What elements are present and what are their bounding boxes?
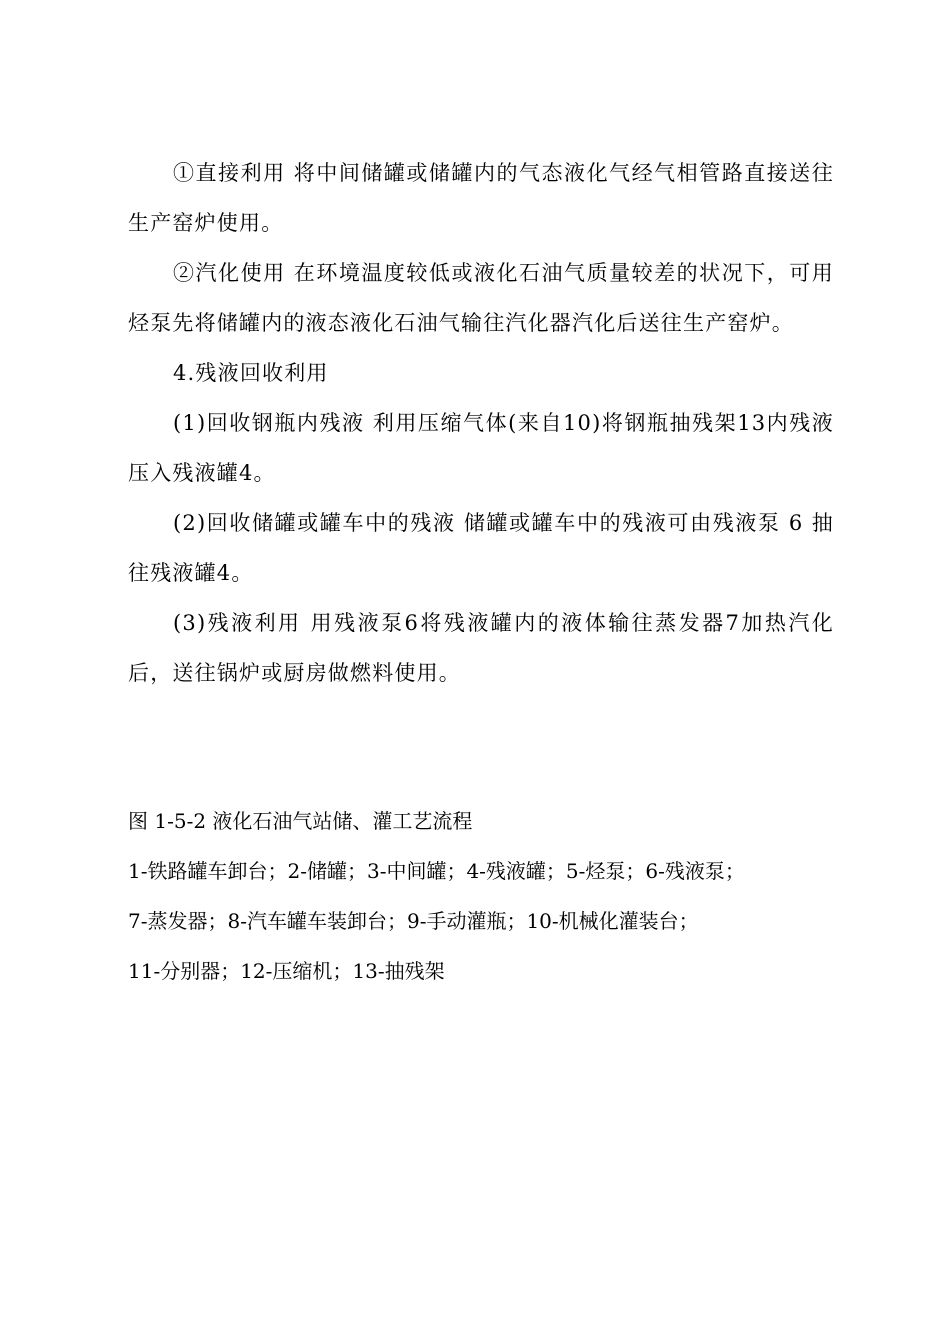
- figure-legend-line: 11-分别器；12-压缩机；13-抽残架: [128, 959, 445, 983]
- paragraph-tank-residue: (2)回收储罐或罐车中的残液 储罐或罐车中的残液可由残液泵 6 抽往残液罐4。: [128, 511, 834, 585]
- paragraph-residue-use: (3)残液利用 用残液泵6将残液罐内的液体输往蒸发器7加热汽化后，送往锅炉或厨房做燃料使用。: [128, 611, 834, 685]
- figure-title: 图 1-5-2 液化石油气站储、灌工艺流程: [128, 809, 473, 833]
- section-heading-residue-recovery: 4.残液回收利用: [173, 361, 329, 385]
- paragraph-cylinder-residue: (1)回收钢瓶内残液 利用压缩气体(来自10)将钢瓶抽残架13内残液压入残液罐4。: [128, 411, 834, 485]
- paragraph-vaporization-use: ②汽化使用 在环境温度较低或液化石油气质量较差的状况下，可用烃泵先将储罐内的液态液化石油气输往汽化器汽化后送往生产窑炉。: [128, 261, 834, 335]
- figure-legend-line: 7-蒸发器；8-汽车罐车装卸台；9-手动灌瓶；10-机械化灌装台；: [128, 909, 699, 933]
- figure-legend-line: 1-铁路罐车卸台；2-储罐；3-中间罐；4-残液罐；5-烃泵；6-残液泵；: [128, 859, 745, 883]
- paragraph-direct-use: ①直接利用 将中间储罐或储罐内的气态液化气经气相管路直接送往生产窑炉使用。: [128, 161, 834, 235]
